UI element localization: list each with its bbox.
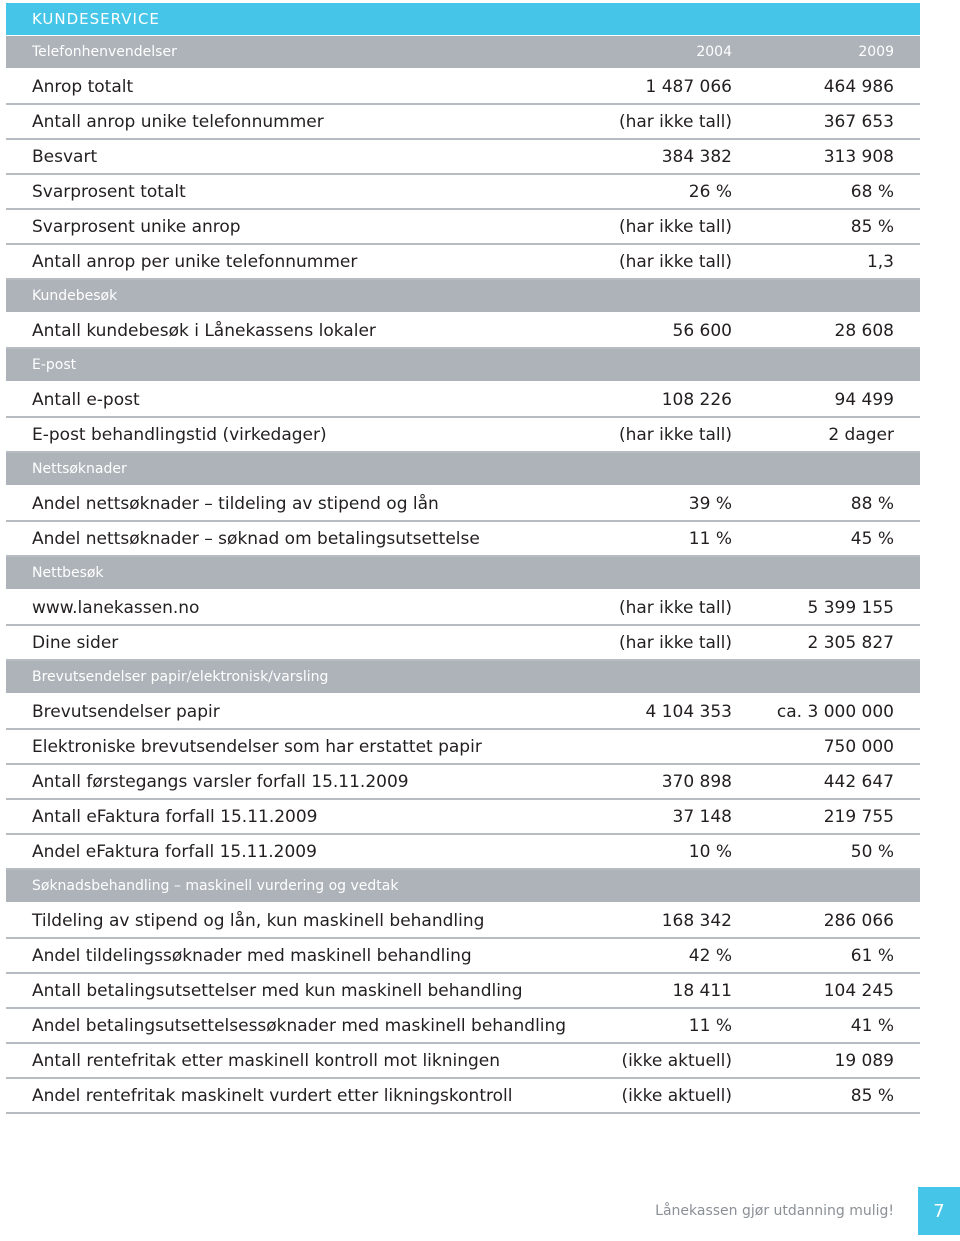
row-label: E-post behandlingstid (virkedager) [32, 424, 327, 445]
row-label: Antall eFaktura forfall 15.11.2009 [32, 806, 318, 827]
table-row [6, 835, 920, 870]
table-row [6, 626, 920, 661]
row-label: Andel rentefritak maskinelt vurdert etter likningskontroll [32, 1085, 513, 1106]
row-label: Antall betalingsutsettelser med kun maskinell behandling [32, 980, 523, 1001]
value-2004: (har ikke tall) [618, 632, 732, 653]
page-number: 7 [918, 1187, 960, 1235]
value-2009: 68 % [850, 181, 894, 202]
section-header [6, 557, 920, 589]
value-2009: 104 245 [823, 980, 894, 1001]
value-2009: 1,3 [866, 251, 894, 272]
row-label: Svarprosent unike anrop [32, 216, 241, 237]
table-row [6, 974, 920, 1009]
value-2004: 26 % [688, 181, 732, 202]
value-2004: 384 382 [661, 146, 732, 167]
value-2004: 370 898 [661, 771, 732, 792]
value-2009: 2 305 827 [807, 632, 894, 653]
value-2009: 94 499 [834, 389, 894, 410]
section-heading: Nettsøknader [32, 461, 127, 477]
section-header [6, 453, 920, 485]
table-row [6, 140, 920, 175]
row-label: Andel betalingsutsettelsessøknader med maskinell behandling [32, 1015, 567, 1036]
section-header [6, 36, 920, 68]
table-row [6, 418, 920, 453]
footer-tagline: Lånekassen gjør utdanning mulig! [655, 1203, 894, 1219]
value-2004: (har ikke tall) [618, 216, 732, 237]
table-row [6, 1079, 920, 1114]
row-label: www.lanekassen.no [32, 597, 200, 618]
table-row [6, 939, 920, 974]
value-2004: 56 600 [672, 320, 732, 341]
section-heading: E-post [32, 357, 77, 373]
value-2009: 219 755 [823, 806, 894, 827]
value-2004: 39 % [688, 493, 732, 514]
table-row [6, 210, 920, 245]
value-2009: 5 399 155 [807, 597, 894, 618]
value-2009: 85 % [850, 1085, 894, 1106]
value-2009: 442 647 [823, 771, 894, 792]
table-row [6, 314, 920, 349]
table-row [6, 800, 920, 835]
section-header [6, 870, 920, 902]
row-label: Antall rentefritak etter maskinell kontroll mot likningen [32, 1050, 501, 1071]
value-2009: 750 000 [823, 736, 894, 757]
table-row [6, 765, 920, 800]
table-row [6, 105, 920, 140]
section-heading: Søknadsbehandling – maskinell vurdering og vedtak [32, 878, 399, 894]
table-row [6, 175, 920, 210]
value-2009: 464 986 [823, 76, 894, 97]
value-2009: 45 % [850, 528, 894, 549]
row-label: Antall anrop per unike telefonnummer [32, 251, 358, 272]
page-footer [0, 1187, 960, 1235]
row-label: Andel nettsøknader – tildeling av stipend og lån [32, 493, 439, 514]
table-row [6, 904, 920, 939]
table-row [6, 487, 920, 522]
value-2009: ca. 3 000 000 [776, 701, 894, 722]
section-header [6, 349, 920, 381]
value-2004: 42 % [688, 945, 732, 966]
table-row [6, 1044, 920, 1079]
value-2004: (har ikke tall) [618, 424, 732, 445]
row-label: Dine sider [32, 632, 119, 653]
section-heading: Brevutsendelser papir/elektronisk/varsling [32, 669, 329, 685]
row-label: Antall e-post [32, 389, 140, 410]
value-2009: 2 dager [828, 424, 894, 445]
table-row [6, 522, 920, 557]
customer-service-table [6, 3, 920, 1114]
table-row [6, 695, 920, 730]
section-heading: Nettbesøk [32, 565, 104, 581]
row-label: Elektroniske brevutsendelser som har erstattet papir [32, 736, 482, 757]
value-2004: 11 % [688, 1015, 732, 1036]
row-label: Antall førstegangs varsler forfall 15.11.2009 [32, 771, 409, 792]
table-row [6, 245, 920, 280]
value-2009: 50 % [850, 841, 894, 862]
value-2004: 108 226 [661, 389, 732, 410]
row-label: Anrop totalt [32, 76, 134, 97]
value-2004: (ikke aktuell) [621, 1050, 732, 1071]
value-2004: 18 411 [672, 980, 732, 1001]
value-2009: 41 % [850, 1015, 894, 1036]
row-label: Antall anrop unike telefonnummer [32, 111, 324, 132]
value-2004: (har ikke tall) [618, 251, 732, 272]
value-2009: 88 % [850, 493, 894, 514]
section-header [6, 280, 920, 312]
row-label: Besvart [32, 146, 98, 167]
value-2004: 168 342 [661, 910, 732, 931]
row-label: Brevutsendelser papir [32, 701, 220, 722]
value-2004: (ikke aktuell) [621, 1085, 732, 1106]
value-2009: 85 % [850, 216, 894, 237]
value-2004: 37 148 [672, 806, 732, 827]
value-2009: 286 066 [823, 910, 894, 931]
row-label: Andel nettsøknader – søknad om betalingsutsettelse [32, 528, 480, 549]
value-2004: (har ikke tall) [618, 597, 732, 618]
column-header-2009: 2009 [858, 44, 894, 60]
value-2009: 28 608 [834, 320, 894, 341]
value-2004: (har ikke tall) [618, 111, 732, 132]
value-2004: 11 % [688, 528, 732, 549]
table-row [6, 383, 920, 418]
row-label: Antall kundebesøk i Lånekassens lokaler [32, 320, 376, 341]
table-row [6, 70, 920, 105]
row-label: Tildeling av stipend og lån, kun maskinell behandling [32, 910, 485, 931]
section-heading: Kundebesøk [32, 288, 118, 304]
table-row [6, 730, 920, 765]
value-2009: 367 653 [823, 111, 894, 132]
value-2009: 61 % [850, 945, 894, 966]
table-body [6, 36, 920, 1114]
value-2009: 313 908 [823, 146, 894, 167]
column-header-2004: 2004 [696, 44, 732, 60]
value-2004: 1 487 066 [645, 76, 732, 97]
section-heading: Telefonhenvendelser [32, 44, 177, 60]
value-2004: 4 104 353 [645, 701, 732, 722]
row-label: Andel eFaktura forfall 15.11.2009 [32, 841, 317, 862]
table-row [6, 1009, 920, 1044]
section-header [6, 661, 920, 693]
row-label: Andel tildelingssøknader med maskinell behandling [32, 945, 472, 966]
value-2004: 10 % [688, 841, 732, 862]
table-row [6, 591, 920, 626]
table-title: KUNDESERVICE [6, 3, 920, 35]
row-label: Svarprosent totalt [32, 181, 186, 202]
value-2009: 19 089 [834, 1050, 894, 1071]
